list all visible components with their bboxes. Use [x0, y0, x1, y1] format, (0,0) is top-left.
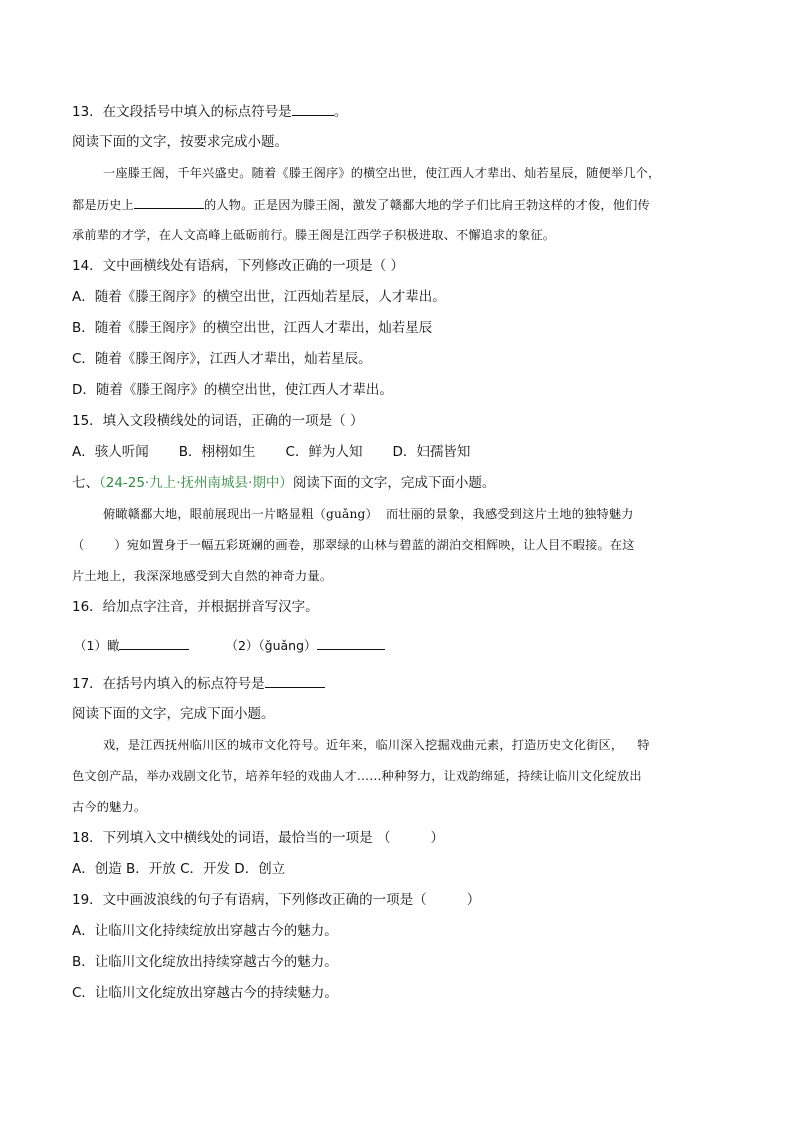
section-7-header: 七、（24-25·九上·抚州南城县·期中）阅读下面的文字，完成下面小题。	[72, 475, 496, 491]
q15-options: A．骇人听闻 B．栩栩如生 C．鲜为人知 D．妇孺皆知	[72, 444, 471, 460]
answer-blank	[292, 102, 334, 116]
q14-option-a: A．随着《滕王阁序》的横空出世，江西灿若星辰，人才辈出。	[72, 289, 446, 305]
q19-option-b: B．让临川文化绽放出持续穿越古今的魅力。	[72, 954, 338, 970]
passage-1-line-3: 承前辈的才学，在人文高峰上砥砺前行。滕王阁是江西学子积极进取、不懈追求的象征。	[72, 228, 556, 242]
q14-option-b: B．随着《滕王阁序》的横空出世，江西人才辈出，灿若星辰	[72, 320, 433, 336]
answer-blank	[317, 636, 385, 650]
question-15-stem: 15．填入文段横线处的词语，正确的一项是（ ）	[72, 413, 364, 429]
q14-option-c: C．随着《滕王阁序》，江西人才辈出，灿若星辰。	[72, 351, 372, 367]
question-13: 13．在文段括号中填入的标点符号是 。	[72, 104, 348, 120]
question-19-stem: 19．文中画波浪线的句子有语病，下列修改正确的一项是（ ）	[72, 892, 481, 908]
reading-instruction-2: 阅读下面的文字，完成下面小题。	[72, 706, 275, 722]
passage-3-line-1: 戏，是江西抚州临川区的城市文化符号。近年来，临川深入挖掘戏曲元素，打造历史文化街区， 特	[103, 738, 650, 752]
passage-2-line-1: 俯瞰赣鄱大地，眼前展现出一片略显粗（guǎng） 而壮丽的景象，我感受到这片土地的独特魅力	[103, 507, 634, 521]
q16-parts: （1）瞰 （2）（ǧuǎng）	[74, 636, 385, 655]
source-tag: （24-25·九上·抚州南城县·期中）	[99, 475, 293, 491]
question-14-stem: 14．文中画横线处有语病，下列修改正确的一项是（ ）	[72, 258, 404, 274]
question-17: 17．在括号内填入的标点符号是	[72, 674, 325, 693]
question-18-stem: 18．下列填入文中横线处的词语，最恰当的一项是 （ ）	[72, 830, 444, 846]
answer-blank	[265, 674, 325, 688]
q14-option-d: D．随着《滕王阁序》的横空出世，使江西人才辈出。	[72, 382, 393, 398]
passage-3-line-2: 色文创产品，举办戏剧文化节，培养年轻的戏曲人才……种种努力，让戏韵绵延，持续让临川文化绽放出	[72, 769, 642, 783]
passage-1-line-2: 都是历史上 的人物。正是因为滕王阁，激发了赣鄱大地的学子们比肩王勃这样的才俊，他们传	[72, 195, 650, 214]
passage-2-line-3: 片土地上，我深深地感受到大自然的神奇力量。	[72, 569, 333, 583]
fill-blank	[134, 195, 204, 209]
answer-blank	[119, 636, 189, 650]
q19-option-c: C．让临川文化绽放出穿越古今的持续魅力。	[72, 985, 338, 1001]
passage-2-line-2: （ ）宛如置身于一幅五彩斑斓的画卷，那翠绿的山林与碧蓝的湖泊交相辉映，让人目不暇接。在这	[72, 538, 635, 552]
question-16-stem: 16．给加点字注音，并根据拼音写汉字。	[72, 599, 319, 615]
q18-options: A．创造 B．开放 C．开发 D．创立	[72, 861, 286, 877]
q19-option-a: A．让临川文化持续绽放出穿越古今的魅力。	[72, 923, 338, 939]
passage-3-line-3: 古今的魅力。	[72, 800, 147, 814]
reading-instruction-1: 阅读下面的文字，按要求完成小题。	[72, 134, 288, 150]
passage-1-line-1: 一座滕王阁，千年兴盛史。随着《滕王阁序》的横空出世，使江西人才辈出、灿若星辰，随便举几个，	[103, 166, 661, 180]
